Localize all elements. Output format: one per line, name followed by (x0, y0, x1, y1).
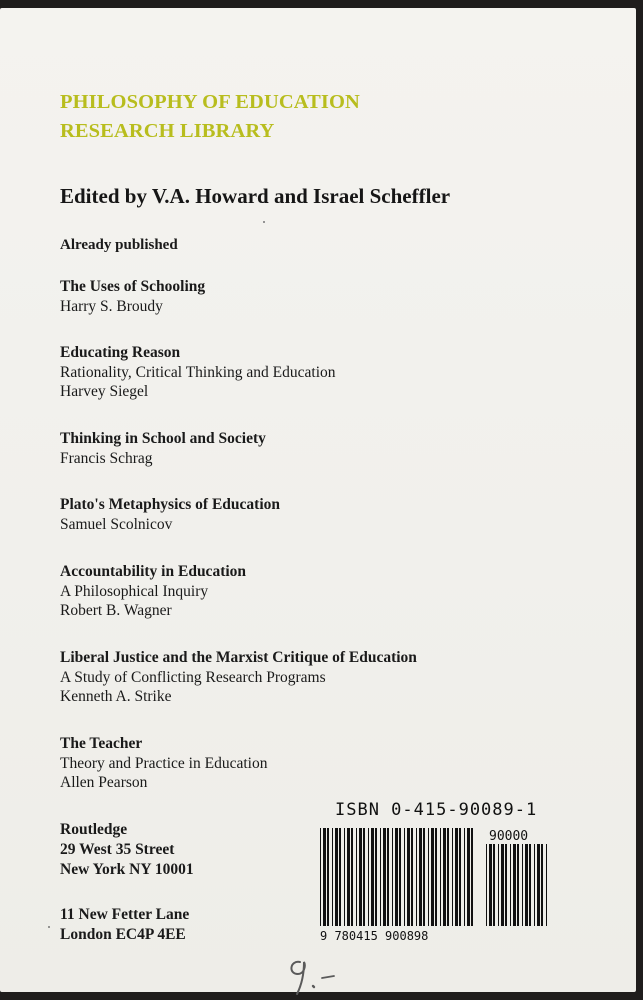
barcode-bar (440, 828, 441, 926)
book-author: Kenneth A. Strike (60, 688, 172, 705)
book-title: The Teacher (60, 735, 143, 752)
barcode-bar (407, 828, 410, 926)
barcode-bar (399, 828, 401, 926)
barcode-bar (510, 844, 511, 926)
barcode-bar (327, 828, 329, 926)
barcode-bar (493, 844, 495, 926)
book-subtitle: Theory and Practice in Education (60, 754, 268, 772)
address-line: London EC4P 4EE (60, 926, 186, 943)
book-entry (60, 562, 246, 621)
barcode-bar (320, 828, 321, 926)
barcode-bar (344, 828, 345, 926)
book-title: The Uses of Schooling (60, 278, 206, 295)
book-entry (60, 429, 266, 468)
book-author: Francis Schrag (60, 449, 153, 467)
barcode-bar (517, 844, 519, 926)
book-title: Liberal Justice and the Marxist Critique of Education (60, 649, 417, 666)
editors-line: Edited by V.A. Howard and Israel Scheffler (60, 184, 451, 208)
barcode-bar (339, 828, 341, 926)
barcode-bar (359, 828, 362, 926)
book-title: Accountability in Education (60, 563, 247, 580)
handwritten-price (282, 954, 362, 998)
barcode-bar (395, 828, 398, 926)
book-subtitle: A Study of Conflicting Research Programs (60, 668, 326, 686)
barcode-bar (498, 844, 499, 926)
book-title: Educating Reason (60, 344, 181, 361)
barcode-bar (431, 828, 434, 926)
barcode-bar (356, 828, 357, 926)
barcode-bar (416, 828, 417, 926)
book-author: Samuel Scolnicov (60, 515, 173, 533)
barcode-bar (452, 828, 453, 926)
barcode-bar (428, 828, 429, 926)
paper-speck (48, 926, 50, 928)
barcode-main-digits: 9 780415 900898 (320, 929, 429, 943)
barcode-bar (534, 844, 535, 926)
barcode-bar (332, 828, 333, 926)
barcode-bar (513, 844, 516, 926)
barcode-bar (411, 828, 413, 926)
publisher-address-uk (60, 905, 189, 945)
barcode-bar (541, 844, 543, 926)
barcode-bar (486, 844, 487, 926)
barcode-bar (447, 828, 449, 926)
barcode-bar (392, 828, 393, 926)
address-line: 29 West 35 Street (60, 841, 175, 858)
barcode-bar (471, 828, 473, 926)
barcode-addon-digits: 90000 (489, 829, 529, 844)
barcode-bar (423, 828, 425, 926)
barcode-bar (525, 844, 528, 926)
barcode-bar (501, 844, 504, 926)
book-entry (60, 648, 417, 707)
address-line: 11 New Fetter Lane (60, 906, 190, 923)
barcode-bar (371, 828, 374, 926)
book-author: Harvey Siegel (60, 383, 149, 400)
barcode (318, 826, 550, 944)
barcode-bar (443, 828, 446, 926)
book-author: Harry S. Broudy (60, 297, 163, 315)
book-back-cover (0, 8, 636, 992)
book-entry (60, 277, 205, 316)
address-line: New York NY 10001 (60, 861, 194, 878)
barcode-addon-bars (486, 844, 547, 926)
barcode-bar (529, 844, 531, 926)
barcode-bar (455, 828, 458, 926)
book-subtitle: A Philosophical Inquiry (60, 582, 209, 600)
barcode-bar (363, 828, 365, 926)
barcode-bar (467, 828, 470, 926)
barcode-bar (435, 828, 437, 926)
barcode-bar (335, 828, 338, 926)
book-author: Allen Pearson (60, 774, 148, 791)
barcode-main-bars (320, 828, 473, 926)
isbn-label: ISBN 0-415-90089-1 (335, 800, 538, 820)
series-title-line-2: RESEARCH LIBRARY (60, 120, 275, 142)
barcode-bar (351, 828, 353, 926)
book-subtitle: Rationality, Critical Thinking and Education (60, 363, 336, 381)
barcode-bar (419, 828, 422, 926)
book-entry (60, 495, 280, 534)
book-entry (60, 734, 267, 793)
barcode-bar (383, 828, 386, 926)
barcode-bar (489, 844, 492, 926)
barcode-bar (404, 828, 405, 926)
already-published-heading: Already published (60, 237, 178, 253)
barcode-bar (323, 828, 326, 926)
publisher-name: Routledge (60, 821, 128, 838)
barcode-bar (368, 828, 369, 926)
barcode-bar (375, 828, 377, 926)
barcode-bar (347, 828, 350, 926)
paper-speck (263, 221, 265, 223)
barcode-bar (537, 844, 540, 926)
barcode-bar (464, 828, 465, 926)
barcode-bar (522, 844, 523, 926)
series-title (60, 88, 360, 146)
book-title: Plato's Metaphysics of Education (60, 496, 281, 513)
book-title: Thinking in School and Society (60, 430, 266, 447)
series-title-line-1: PHILOSOPHY OF EDUCATION (60, 91, 360, 113)
barcode-bar (387, 828, 389, 926)
book-entry (60, 343, 336, 402)
publisher-address-us (60, 820, 194, 880)
book-author: Robert B. Wagner (60, 602, 172, 619)
barcode-bar (380, 828, 381, 926)
barcode-bar (546, 844, 547, 926)
barcode-bar (459, 828, 461, 926)
barcode-bar (505, 844, 507, 926)
